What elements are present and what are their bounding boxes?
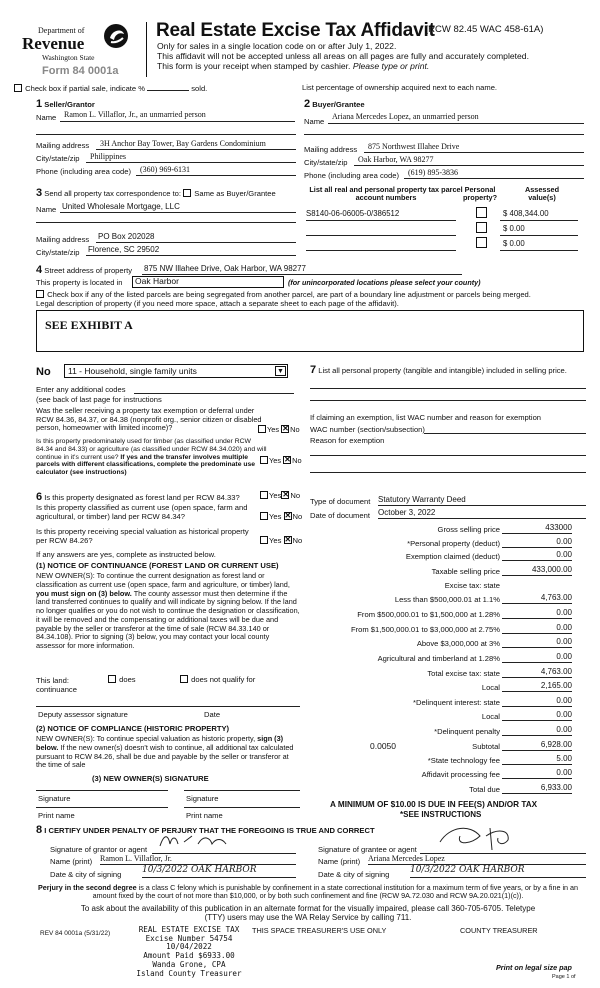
- total-state-tax-label: Total excise tax: state: [427, 669, 500, 678]
- see-instructions-note: *SEE INSTRUCTIONS: [400, 810, 482, 819]
- agricultural-tax-value: 0.00: [556, 652, 572, 661]
- tier2-tax-label: From $500,000.01 to $1,500,000 at 1.28%: [357, 610, 500, 619]
- grantee-name-label: Name (print): [318, 857, 361, 866]
- assessed-value-field[interactable]: [500, 240, 578, 251]
- segregated-checkbox[interactable]: [36, 290, 44, 298]
- subtotal-field[interactable]: [502, 740, 572, 751]
- personal-property-deduct-label: *Personal property (deduct): [407, 539, 500, 548]
- buyer-heading-no: 2: [304, 98, 311, 110]
- assessed-value: $ 0.00: [503, 224, 525, 233]
- accessibility-note: [30, 904, 586, 922]
- buyer-city-label: City/state/zip: [304, 158, 348, 167]
- tier1-tax-value: 4,763.00: [540, 593, 572, 602]
- street-address-field[interactable]: [142, 264, 462, 275]
- parcel-row: [306, 225, 586, 237]
- partial-sold-label: sold.: [191, 84, 208, 93]
- segregated-label: Check box if any of the listed parcels are being segregated from another parcel, are part of a boundary line adjustment or parcels being merged.: [47, 290, 531, 299]
- this-land-label: This land:: [36, 676, 69, 685]
- corr-city-label: City/state/zip: [36, 248, 80, 257]
- exemption-yes-checkbox[interactable]: [258, 425, 266, 433]
- personal-property-checkbox[interactable]: [476, 237, 487, 248]
- tier4-tax-value: 0.00: [556, 637, 572, 646]
- corr-mail-value: PO Box 202028: [98, 232, 155, 241]
- total-due-value: 6,933.00: [540, 783, 572, 792]
- header-sub3b: Please type or print.: [352, 61, 430, 71]
- parcel-row: [306, 210, 586, 222]
- historic-yes-checkbox[interactable]: [260, 536, 268, 544]
- grantor-signature-image: [152, 832, 292, 850]
- buyer-phone-field[interactable]: [404, 168, 584, 179]
- doc-type-value: Statutory Warranty Deed: [378, 495, 466, 504]
- section6-no: 6: [36, 491, 43, 503]
- continuance-label: continuance: [36, 685, 77, 694]
- corr-mail-field[interactable]: [96, 232, 296, 243]
- seller-name-label: Name: [36, 113, 57, 122]
- grantor-sig-label: Signature of grantor or agent: [50, 845, 148, 854]
- current-use-yes-no: [260, 512, 302, 522]
- stamp-line: 10/04/2022: [166, 942, 212, 952]
- notice2-body: [36, 735, 300, 770]
- total-due-field[interactable]: [502, 783, 572, 794]
- yes-label: Yes: [269, 536, 282, 545]
- no-label: No: [292, 512, 303, 521]
- if-yes-note: If any answers are yes, complete as instructed below.: [36, 550, 216, 559]
- timber-question-a: Is this property predominately used for timber (as classified under RCW 84.34 and 84.33) or agriculture (as classified under RCW 84.34.020) and will continue in it's current use?: [36, 438, 267, 461]
- tier3-tax-value: 0.00: [556, 623, 572, 632]
- treasurer-stamp: [128, 926, 250, 978]
- forest-question: [36, 491, 240, 504]
- local-rate: 0.0050: [370, 741, 396, 751]
- notice2-body-a: NEW OWNER(S): To continue special valuation as historic property,: [36, 734, 258, 743]
- assessed-col-head: Assessed value(s): [524, 185, 560, 203]
- buyer-mail-field[interactable]: [364, 142, 584, 153]
- seller-mail-field[interactable]: [96, 139, 296, 150]
- yes-label: Yes: [269, 491, 282, 500]
- tier3-tax-field[interactable]: [502, 623, 572, 634]
- page-number: Page 1 of: [552, 974, 576, 980]
- grantor-date-value: 10/3/2022 OAK HARBOR: [142, 865, 257, 875]
- grantee-name-value: Ariana Mercedes Lopez: [368, 854, 445, 863]
- buyer-name-field[interactable]: [328, 112, 584, 124]
- delinquent-interest-local-field[interactable]: [502, 710, 572, 721]
- grantor-date-label: Date & city of signing: [50, 870, 122, 879]
- section8-no: 8: [36, 824, 43, 836]
- dept-line1: Department of: [38, 26, 85, 35]
- form-title: Real Estate Excise Tax Affidavit: [156, 20, 435, 41]
- subtotal-value: 6,928.00: [540, 740, 572, 749]
- header-sub1: Only for sales in a single location code on or after July 1, 2022.: [157, 41, 397, 51]
- legal-desc-value: SEE EXHIBIT A: [45, 318, 133, 332]
- exemption-claim-label: If claiming an exemption, list WAC number and reason for exemption: [310, 413, 542, 422]
- delinquent-interest-local-value: 0.00: [556, 710, 572, 719]
- ownership-note: List percentage of ownership acquired next to each name.: [302, 83, 498, 92]
- same-as-buyer-label: Same as Buyer/Grantee: [194, 189, 276, 198]
- exemption-claimed-label: Exemption claimed (deduct): [405, 552, 500, 561]
- state-technology-fee-value: 5.00: [556, 754, 572, 763]
- buyer-heading-label: Buyer/Grantee: [312, 100, 365, 109]
- notice3-heading: (3) NEW OWNER(S) SIGNATURE: [92, 774, 209, 783]
- delinquent-interest-local-label: Local: [481, 712, 500, 721]
- revenue-logo-icon: [102, 22, 130, 50]
- gross-selling-price-value: 433000: [545, 523, 572, 532]
- delinquent-interest-state-value: 0.00: [556, 696, 572, 705]
- delinquent-interest-state-label: *Delinquent interest: state: [413, 698, 500, 707]
- timber-no-checkbox[interactable]: [283, 456, 291, 464]
- section8-label: I CERTIFY UNDER PENALTY OF PERJURY THAT THE FOREGOING IS TRUE AND CORRECT: [44, 826, 375, 835]
- yes-label: Yes: [269, 512, 282, 521]
- tier2-tax-field[interactable]: [502, 608, 572, 619]
- assessed-value: $ 408,344.00: [503, 209, 549, 218]
- seller-name-line2: [36, 134, 296, 135]
- seller-city-label: City/state/zip: [36, 154, 80, 163]
- yes-label: Yes: [267, 425, 280, 434]
- affidavit-processing-fee-field[interactable]: [502, 768, 572, 779]
- no-label: No: [292, 456, 302, 465]
- local-tax-label: Local: [481, 683, 500, 692]
- wac-label: WAC number (section/subsection): [310, 425, 425, 434]
- forest-yes-checkbox[interactable]: [260, 491, 268, 499]
- gross-selling-price-label: Gross selling price: [437, 525, 500, 534]
- notice1-body-b: The county assessor must then determine if the land transferred continues to qualify and will indicate by signing below. If the land no longer qualifies or you do not wish to continue the designation or classification, it will be removed and the compensating or additional taxes will be due and payable by the seller or transferor at the time of sale (RCW 84.33.140 or 84.34.108). Prior to signing (3) below, you may contact your local county assessor for more information.: [36, 588, 300, 650]
- buyer-name-label: Name: [304, 117, 325, 126]
- street-label: Street address of property: [44, 266, 133, 275]
- historic-question: Is this property receiving special valuation as historical property per RCW 84.26?: [36, 527, 249, 545]
- affidavit-processing-fee-value: 0.00: [556, 768, 572, 777]
- owner-sig-line-left: [36, 790, 168, 791]
- corr-city-field[interactable]: [86, 245, 296, 256]
- forest-question-text: Is this property designated as forest land per RCW 84.33?: [44, 493, 240, 502]
- corr-name-line2: [36, 222, 296, 223]
- section4-no: 4: [36, 264, 43, 276]
- reason-line2: [310, 472, 586, 473]
- form-rcw: (RCW 82.45 WAC 458-61A): [425, 24, 544, 35]
- chevron-down-icon[interactable]: ▼: [275, 366, 286, 376]
- owner-print-label-right: Print name: [186, 811, 223, 820]
- see-back-label: (see back of last page for instructions: [36, 395, 162, 404]
- exemption-question: Was the seller receiving a property tax exemption or deferral under RCW 84.36, 84.37, or 84.38 (nonprofit org., senior citizen or disabled person, homeowner with limited income)?: [36, 406, 262, 433]
- assessed-value: $ 0.00: [503, 239, 525, 248]
- section3-no: 3: [36, 187, 43, 199]
- section3-label: Send all property tax correspondence to:: [44, 189, 182, 198]
- does-option: [108, 675, 136, 685]
- doc-type-field[interactable]: [378, 495, 586, 506]
- perjury-text: is a class C felony which is punishable by confinement in a state correctional institution for a maximum term of five years, or by a fine in an amount fixed by the court of not more than $10,000, or by both such confinement and fine (RCW 9A.72.030 and RCW 9A.20.021(1)(c)).: [92, 883, 579, 901]
- revenue-logo: [22, 20, 142, 80]
- grantee-sig-label: Signature of grantee or agent: [318, 845, 417, 854]
- exemption-claimed-field[interactable]: [502, 550, 572, 561]
- delinquent-interest-state-field[interactable]: [502, 696, 572, 707]
- grantee-date-value: 10/3/2022 OAK HARBOR: [410, 865, 525, 875]
- parcel-number-field[interactable]: [306, 225, 456, 236]
- excise-tax-state-heading-label: Excise tax: state: [444, 581, 500, 590]
- owner-sig-label-right: Signature: [186, 794, 219, 803]
- state-technology-fee-label: *State technology fee: [427, 756, 500, 765]
- owner-print-label-left: Print name: [38, 811, 75, 820]
- doc-date-field[interactable]: [378, 508, 586, 519]
- buyer-phone-value: (619) 895-3836: [408, 168, 458, 177]
- buyer-city-field[interactable]: [354, 155, 584, 166]
- section5-no: No: [36, 366, 51, 378]
- historic-no-checkbox[interactable]: [284, 536, 292, 544]
- owner-print-line-right: [184, 807, 300, 808]
- corr-mail-label: Mailing address: [36, 235, 90, 244]
- forest-no-checkbox[interactable]: [281, 491, 289, 499]
- perjury-bold: Perjury in the second degree: [37, 883, 137, 892]
- buyer-name-line2: [304, 134, 584, 135]
- seller-phone-label: Phone (including area code): [36, 167, 131, 176]
- owner-print-line-left: [36, 807, 168, 808]
- section4-street: [36, 264, 132, 277]
- doc-date-label: Date of document: [310, 511, 370, 520]
- timber-question: [36, 438, 268, 477]
- rev-number: REV 84 0001a (5/31/22): [40, 930, 111, 937]
- grantor-name-value: Ramon L. Villaflor, Jr.: [100, 854, 172, 863]
- personal-col-head: Personal property?: [462, 185, 498, 203]
- parcel-number-field[interactable]: [306, 240, 456, 251]
- perjury-notice: [30, 884, 586, 901]
- personal-property-deduct-field[interactable]: [502, 537, 572, 548]
- delinquent-penalty-label: *Delinquent penalty: [434, 727, 500, 736]
- taxable-selling-price-label: Taxable selling price: [431, 567, 500, 576]
- wac-field[interactable]: [424, 424, 586, 434]
- personal-prop-line2: [310, 400, 586, 401]
- no-label: No: [290, 491, 301, 500]
- parcel-row: [306, 240, 586, 252]
- seller-phone-value: (360) 969-6131: [140, 165, 190, 174]
- dept-line2: Revenue: [22, 34, 85, 53]
- stamp-line: Wanda Grone, CPA: [152, 959, 226, 969]
- notice1-heading: (1) NOTICE OF CONTINUANCE (FOREST LAND OR CURRENT USE): [36, 561, 279, 570]
- exemption-claimed-value: 0.00: [556, 550, 572, 559]
- buyer-phone-label: Phone (including area code): [304, 171, 399, 180]
- reason-label: Reason for exemption: [310, 436, 385, 445]
- deputy-date-label: Date: [204, 710, 221, 719]
- header-sub3a: This form is your receipt when stamped by cashier.: [157, 61, 351, 71]
- seller-city-field[interactable]: [86, 152, 296, 163]
- agricultural-tax-field[interactable]: [502, 652, 572, 663]
- stamp-line: REAL ESTATE EXCISE TAX: [138, 925, 240, 934]
- legal-desc-box[interactable]: [36, 310, 584, 352]
- local-tax-field[interactable]: [502, 681, 572, 692]
- section7-heading: [310, 364, 586, 377]
- grantor-signature-field[interactable]: [152, 838, 296, 854]
- seller-heading-no: 1: [36, 98, 43, 110]
- corr-city-value: Florence, SC 29502: [88, 245, 160, 254]
- tier4-tax-label: Above $3,000,000 at 3%: [416, 639, 500, 648]
- header-divider: [146, 22, 147, 77]
- subtotal-label: Subtotal: [472, 742, 500, 751]
- total-state-tax-value: 4,763.00: [540, 667, 572, 676]
- personal-property-deduct-value: 0.00: [556, 537, 572, 546]
- grantor-name-label: Name (print): [50, 857, 93, 866]
- no-label: No: [290, 425, 300, 434]
- current-use-no-checkbox[interactable]: [284, 512, 292, 520]
- seller-name-field[interactable]: [60, 110, 295, 122]
- parcel-col-head: List all real and personal property tax parcel account numbers: [309, 185, 463, 203]
- no-label: No: [292, 536, 303, 545]
- timber-question-b: If yes and the transfer involves multiple parcels with different classifications, complete the predominate use calculator (see instructions): [36, 453, 256, 477]
- grantor-date-field[interactable]: [142, 865, 296, 878]
- does-label: does: [119, 675, 136, 684]
- buyer-heading: [304, 98, 365, 111]
- same-as-buyer-checkbox[interactable]: [183, 189, 191, 197]
- stamp-line: Amount Paid $6933.00: [143, 951, 235, 961]
- notice1-body: [36, 572, 300, 651]
- header-sub2: This affidavit will not be accepted unless all areas on all pages are fully and accurately completed.: [157, 51, 529, 61]
- yes-label: Yes: [269, 456, 282, 465]
- tier1-tax-field[interactable]: [502, 593, 572, 604]
- additional-codes-label: Enter any additional codes: [36, 385, 126, 394]
- total-state-tax-field[interactable]: [502, 667, 572, 678]
- notice2-bold: sign (3) below.: [36, 734, 284, 752]
- state-technology-fee-field[interactable]: [502, 754, 572, 765]
- accessibility-line2: (TTY) users may use the WA Relay Service by calling 711.: [204, 913, 412, 923]
- gross-selling-price-field[interactable]: [502, 523, 572, 534]
- treasurer-use-label: THIS SPACE TREASURER'S USE ONLY: [252, 926, 387, 935]
- does-not-checkbox[interactable]: [180, 675, 188, 683]
- does-not-option: [180, 675, 255, 685]
- located-label: This property is located in: [36, 278, 123, 287]
- personal-prop-line1: [310, 388, 586, 389]
- exemption-no-checkbox[interactable]: [281, 425, 289, 433]
- seller-heading: [36, 98, 95, 111]
- doc-type-label: Type of document: [310, 497, 371, 506]
- deputy-sig-label: Deputy assessor signature: [38, 710, 128, 719]
- corr-name-value: United Wholesale Mortgage, LLC: [62, 202, 180, 211]
- minimum-note: A MINIMUM OF $10.00 IS DUE IN FEE(S) AND/OR TAX: [330, 800, 538, 809]
- use-code-value: 11 - Household, single family units: [68, 366, 197, 376]
- notice2-body-b: If the new owner(s) doesn't wish to continue, all additional tax calculated pursuant to RCW 84.26, shall be due and payable by the seller or transferor at the time of sale: [36, 742, 294, 770]
- located-note: (for unincorporated locations please select your county): [288, 278, 481, 287]
- affidavit-processing-fee-label: Affidavit processing fee: [421, 770, 500, 779]
- timber-yes-no: [260, 456, 302, 466]
- grantee-signature-image: [420, 822, 560, 852]
- county-treasurer-label: COUNTY TREASURER: [460, 926, 538, 935]
- seller-city-value: Philippines: [90, 152, 127, 161]
- section7-no: 7: [310, 364, 317, 376]
- assessed-value-field[interactable]: [500, 210, 578, 221]
- seller-mail-label: Mailing address: [36, 141, 90, 150]
- forest-yes-no: [260, 491, 300, 501]
- stamp-line: Island County Treasurer: [136, 968, 242, 978]
- notice2-heading: (2) NOTICE OF COMPLIANCE (HISTORIC PROPERTY): [36, 724, 230, 733]
- personal-property-checkbox[interactable]: [476, 207, 487, 218]
- partial-sale-row: [14, 84, 207, 94]
- tier2-tax-value: 0.00: [556, 608, 572, 617]
- buyer-mail-label: Mailing address: [304, 145, 358, 154]
- buyer-city-value: Oak Harbor, WA 98277: [358, 155, 434, 164]
- grantee-name-field[interactable]: [368, 854, 586, 865]
- total-due-label: Total due: [469, 785, 500, 794]
- grantee-date-field[interactable]: [410, 865, 586, 878]
- delinquent-penalty-field[interactable]: [502, 725, 572, 736]
- legal-desc-label: Legal description of property (if you need more space, attach a separate sheet to each page of the affidavit).: [36, 299, 399, 308]
- grantee-signature-field[interactable]: [420, 838, 586, 854]
- grantor-name-field[interactable]: [100, 854, 296, 865]
- dept-line3: Washington State: [42, 53, 95, 62]
- seller-mail-value: 3H Anchor Bay Tower, Bay Gardens Condominium: [100, 139, 266, 148]
- accessibility-line1: To ask about the availability of this publication in an alternate format for the visually impaired, please call 360-705-6705. Teletype: [80, 904, 536, 913]
- current-use-yes-checkbox[interactable]: [260, 512, 268, 520]
- use-code-select[interactable]: [64, 364, 288, 378]
- buyer-mail-value: 875 Northwest Illahee Drive: [368, 142, 460, 151]
- reason-line1: [310, 455, 586, 456]
- partial-percent-field[interactable]: [147, 90, 189, 91]
- corr-name-field[interactable]: [60, 202, 296, 213]
- tier3-tax-label: From $1,500,000.01 to $3,000,000 at 2.75%: [350, 625, 500, 634]
- taxable-selling-price-value: 433,000.00: [531, 565, 572, 574]
- current-use-question: Is this property classified as current use (open space, farm and agricultural, or timber) land per RCW 84.34?: [36, 503, 248, 521]
- local-tax-value: 2,165.00: [540, 681, 572, 690]
- partial-sale-label: Check box if partial sale, indicate %: [25, 84, 145, 93]
- owner-sig-line-right: [184, 790, 300, 791]
- does-not-label: does not qualify for: [191, 675, 256, 684]
- parcel-number-field[interactable]: [306, 210, 456, 221]
- header-sub3: [157, 62, 429, 72]
- location-value: Oak Harbor: [135, 276, 179, 286]
- section7-label: List all personal property (tangible and intangible) included in selling price.: [318, 366, 567, 375]
- additional-codes-field[interactable]: [134, 384, 294, 394]
- notice1-body-a: NEW OWNER(S): To continue the current designation as forest land or classification as current use (open space, farm and agriculture, or timber) land,: [36, 571, 290, 589]
- owner-sig-label-left: Signature: [38, 794, 71, 803]
- seller-heading-label: Seller/Grantor: [44, 100, 95, 109]
- grantee-date-label: Date & city of signing: [318, 870, 390, 879]
- parcel-number-value: S8140-06-06005-0/386512: [306, 209, 400, 218]
- deputy-sig-line: [36, 706, 300, 707]
- agricultural-tax-label: Agricultural and timberland at 1.28%: [377, 654, 500, 663]
- seller-phone-field[interactable]: [136, 165, 296, 176]
- personal-property-checkbox[interactable]: [476, 222, 487, 233]
- partial-sale-checkbox[interactable]: [14, 84, 22, 92]
- tier4-tax-field[interactable]: [502, 637, 572, 648]
- stamp-line: Excise Number 54754: [145, 933, 233, 943]
- street-address-value: 875 NW Illahee Drive, Oak Harbor, WA 98277: [144, 264, 306, 273]
- corr-name-label: Name: [36, 205, 57, 214]
- form-number: Form 84 0001a: [42, 65, 119, 77]
- timber-yes-checkbox[interactable]: [260, 456, 268, 464]
- buyer-name-value: Ariana Mercedes Lopez, an unmarried person: [332, 112, 479, 121]
- assessed-value-field[interactable]: [500, 225, 578, 236]
- exemption-yes-no: [258, 425, 300, 435]
- taxable-selling-price-field[interactable]: [502, 565, 572, 576]
- does-checkbox[interactable]: [108, 675, 116, 683]
- notice1-bold: you must sign on (3) below.: [36, 588, 132, 598]
- historic-yes-no: [260, 536, 302, 546]
- seller-name-value: Ramon L. Villaflor, Jr., an unmarried person: [64, 110, 206, 119]
- legal-size-note: Print on legal size pap: [496, 964, 572, 972]
- location-select[interactable]: [132, 276, 284, 288]
- tier1-tax-label: Less than $500,000.01 at 1.1%: [394, 595, 500, 604]
- delinquent-penalty-value: 0.00: [556, 725, 572, 734]
- section3-heading: [36, 187, 276, 200]
- doc-date-value: October 3, 2022: [378, 508, 436, 517]
